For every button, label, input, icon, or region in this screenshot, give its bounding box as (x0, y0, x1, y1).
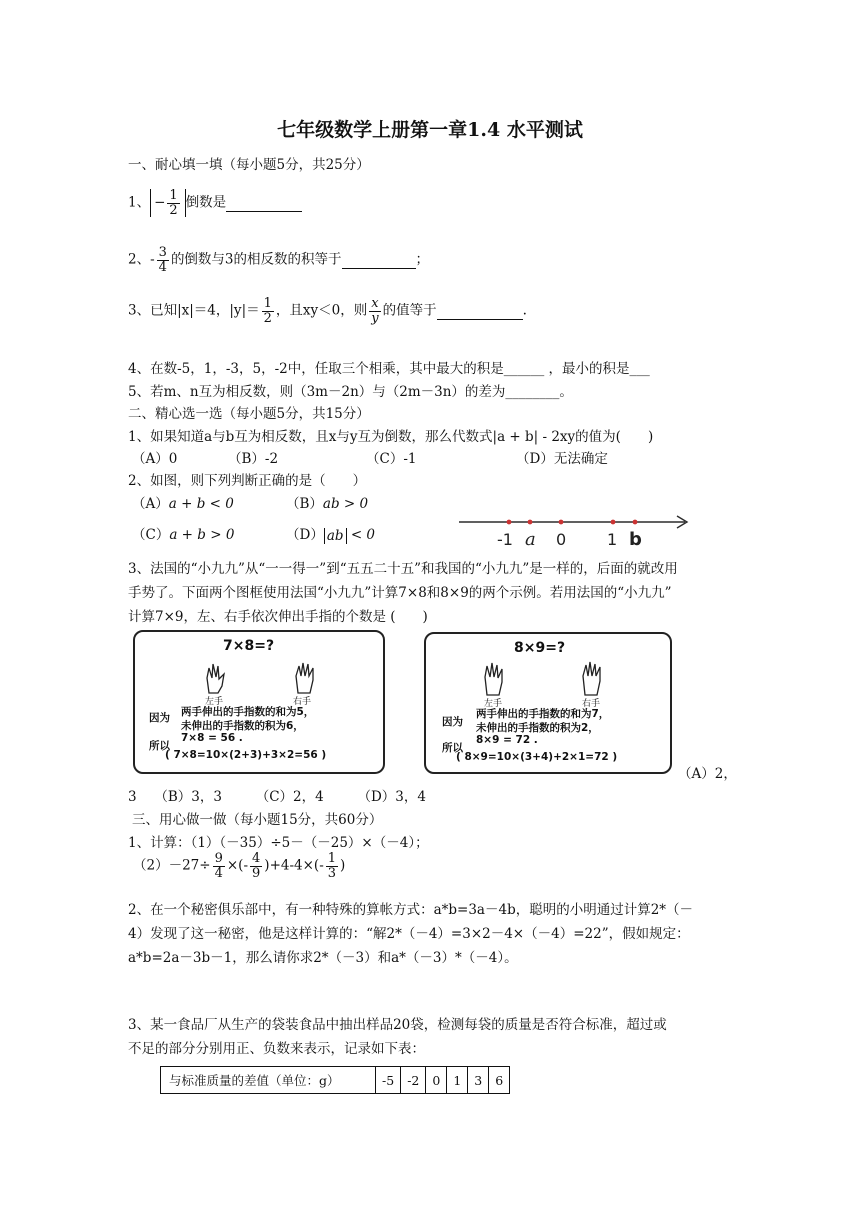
table-header-cell: 与标准质量的差值（单位：g） (161, 1067, 376, 1094)
s2-q3-line-1: 3、法国的“小九九”从“一一得一”到“五五二十五”和我国的“小九九”是一样的，后面的就改用 (128, 561, 678, 577)
page-title: 七年级数学上册第一章1.4 水平测试 (277, 119, 583, 141)
point-minus-one (507, 520, 512, 525)
s2-q1-option-d: （D）无法确定 (516, 451, 608, 467)
s2-question-1: 1、如果知道a与b互为相反数，且x与y互为倒数，那么代数式|a + b| - 2xy的值为( ) (128, 429, 654, 445)
label-minus-one: -1 (497, 530, 513, 549)
table-cell: 0 (426, 1067, 447, 1094)
fraction (157, 246, 169, 274)
option-label: （B） (286, 496, 323, 512)
right-hand-label: 右手 (293, 697, 312, 707)
s3-question-1b (133, 852, 345, 880)
s2-q2-option-c (132, 523, 234, 543)
right-hand-label: 右手 (582, 699, 601, 709)
figure-title: 8×9=? (514, 640, 566, 656)
because-label: 因为 (149, 712, 170, 724)
because-label: 因为 (442, 716, 463, 728)
section2-heading: 二、精心选一选（每小题5分，共15分） (128, 406, 370, 422)
q-middle: ，且xy＜0，则 (275, 302, 368, 319)
table-cell: -5 (376, 1067, 401, 1094)
label-a: a (525, 529, 536, 550)
table-row (161, 1067, 510, 1094)
s1-question-3 (128, 297, 527, 325)
hand-figure-7x8 (133, 630, 385, 774)
s1-question-5: 5、若m、n互为相反数，则（3m－2n）与（2m－3n）的差为________。 (128, 384, 573, 400)
label-zero: 0 (556, 530, 567, 549)
denominator: 4 (158, 259, 167, 275)
left-hand-label: 左手 (205, 697, 224, 707)
q-part: ×(- (226, 857, 249, 874)
numerator: 1 (327, 851, 337, 866)
s2-q1-option-c: （C）-1 (366, 451, 417, 467)
label-b: b (629, 529, 642, 550)
s3-q2-line-3: a*b=2a－3b－1，那么请你求2*（－3）和a*（－3）*（－4）。 (128, 950, 518, 966)
s1-question-4: 4、在数-5，1，-3，5，-2中，任取三个相乘，其中最大的积是______ ，最小的积是___ (128, 361, 650, 377)
q-prefix: 2、- (128, 251, 155, 268)
s2-q2-option-a (132, 492, 234, 512)
numerator: 9 (214, 851, 223, 866)
figure-line-4: ( 7×8=10×(2+3)+3×2=56 ) (165, 749, 327, 761)
s2-q3-line-3: 计算7×9，左、右手依次伸出手指的个数是 ( ) (128, 609, 428, 625)
right-hand-icon (578, 660, 608, 696)
s3-q3-line-1: 3、某一食品厂从生产的袋装食品中抽出样品20袋，检测每袋的质量是否符合标准，超过或 (128, 1017, 667, 1033)
denominator: 9 (252, 865, 261, 881)
left-hand-icon (480, 660, 510, 696)
figure-line-2: 未伸出的手指数的积为2， (476, 722, 599, 734)
answer-blank[interactable] (226, 195, 302, 212)
hand-figure-8x9 (424, 632, 672, 774)
section3-heading: 三、用心做一做（每小题15分，共60分） (132, 812, 383, 828)
q-end: . (522, 302, 527, 319)
s2-q1-option-b: （B）-2 (228, 451, 279, 467)
q-end: ) (340, 857, 346, 874)
q-part: )+4-4×(- (264, 857, 324, 874)
figure-line-2: 未伸出的手指数的积为6， (181, 720, 304, 732)
figure-line-3: 8×9 = 72 . (476, 734, 538, 746)
figure-line-1: 两手伸出的手指数的和为7， (476, 708, 610, 720)
so-label: 所以 (149, 740, 170, 752)
q-prefix: （2）－27÷ (133, 857, 211, 874)
q-prefix: 3、已知|x|＝4，|y|＝ (128, 302, 260, 319)
option-expression: a + b > 0 (169, 527, 235, 543)
label-one: 1 (607, 530, 618, 549)
s2-q2-option-d (286, 523, 375, 544)
fraction (213, 852, 225, 880)
minus-sign: − (154, 194, 166, 211)
figure-line-3: 7×8 = 56 . (181, 732, 243, 744)
s2-q3-option-a: （A）2， (678, 766, 737, 782)
answer-blank[interactable] (437, 303, 523, 320)
point-a (528, 520, 533, 525)
number-line (455, 508, 700, 550)
point-b (633, 520, 638, 525)
s2-q3-line-2: 手势了。下面两个图框使用法国“小九九”计算7×8和8×9的两个示例。若用法国的“小九九” (128, 585, 672, 601)
denominator: y (371, 310, 379, 326)
so-label: 所以 (442, 742, 463, 754)
q-end: ； (415, 251, 430, 268)
quality-table (160, 1066, 510, 1094)
table-cell: 1 (447, 1067, 468, 1094)
denominator: 4 (214, 865, 223, 881)
s3-q2-line-2: 4）发现了这一秘密，他是这样计算的：“解2*（－4）=3×2－4×（－4）=22”，假如规定： (128, 926, 690, 942)
point-one (611, 520, 616, 525)
option-expression: ab (324, 528, 347, 544)
q-number: 1、 (128, 194, 151, 211)
s2-q1-option-a: （A）0 (132, 451, 178, 467)
fraction (167, 189, 179, 217)
denominator: 2 (169, 202, 178, 218)
table-cell: 6 (489, 1067, 510, 1094)
s2-question-2: 2、如图，则下列判断正确的是（ ） (128, 473, 367, 489)
answer-blank[interactable] (342, 252, 416, 269)
fraction-x-over-y (369, 297, 380, 325)
fraction (250, 852, 262, 880)
figure-line-1: 两手伸出的手指数的和为5， (181, 706, 315, 718)
q-text: 的值等于 (382, 302, 437, 319)
numerator: x (369, 297, 380, 312)
option-label: （D） (286, 527, 324, 543)
option-expression: ab > 0 (322, 496, 369, 512)
option-tail: < 0 (346, 527, 376, 543)
fraction (262, 297, 274, 325)
q-text: 的倒数与3的相反数的积等于 (170, 251, 342, 268)
denominator: 3 (327, 865, 337, 881)
denominator: 2 (263, 310, 272, 326)
numerator: 3 (158, 245, 167, 260)
numerator: 4 (252, 851, 261, 866)
table-cell: -2 (401, 1067, 426, 1094)
section1-heading: 一、耐心填一填（每小题5分，共25分） (128, 157, 370, 173)
left-hand-label: 左手 (484, 699, 503, 709)
s1-question-2 (128, 246, 429, 274)
point-zero (559, 520, 564, 525)
left-hand-icon (201, 660, 231, 694)
table-cell: 3 (468, 1067, 489, 1094)
numerator: 1 (169, 188, 178, 203)
s3-q3-line-2: 不足的部分分别用正、负数来表示，记录如下表： (128, 1041, 425, 1057)
s2-q3-options: 3 （B）3，3 （C）2，4 （D）3，4 (128, 789, 426, 805)
option-label: （A） (132, 496, 169, 512)
s1-question-1 (128, 189, 302, 217)
option-label: （C） (132, 527, 170, 543)
s3-q2-line-1: 2、在一个秘密俱乐部中，有一种特殊的算帐方式：a*b=3a－4b，聪明的小明通过计算2*（－ (128, 902, 694, 918)
figure-title: 7×8=? (223, 638, 275, 654)
absolute-value-bars (150, 189, 186, 217)
s2-q2-option-b (286, 492, 368, 512)
option-expression: a + b < 0 (168, 496, 234, 512)
q-text: 倒数是 (185, 194, 227, 211)
s3-question-1: 1、计算：（1）（－35）÷5－（－25）×（－4）； (128, 835, 429, 851)
fraction (326, 852, 338, 880)
right-hand-icon (291, 660, 321, 694)
figure-line-4: ( 8×9=10×(3+4)+2×1=72 ) (456, 751, 618, 763)
numerator: 1 (263, 296, 272, 311)
